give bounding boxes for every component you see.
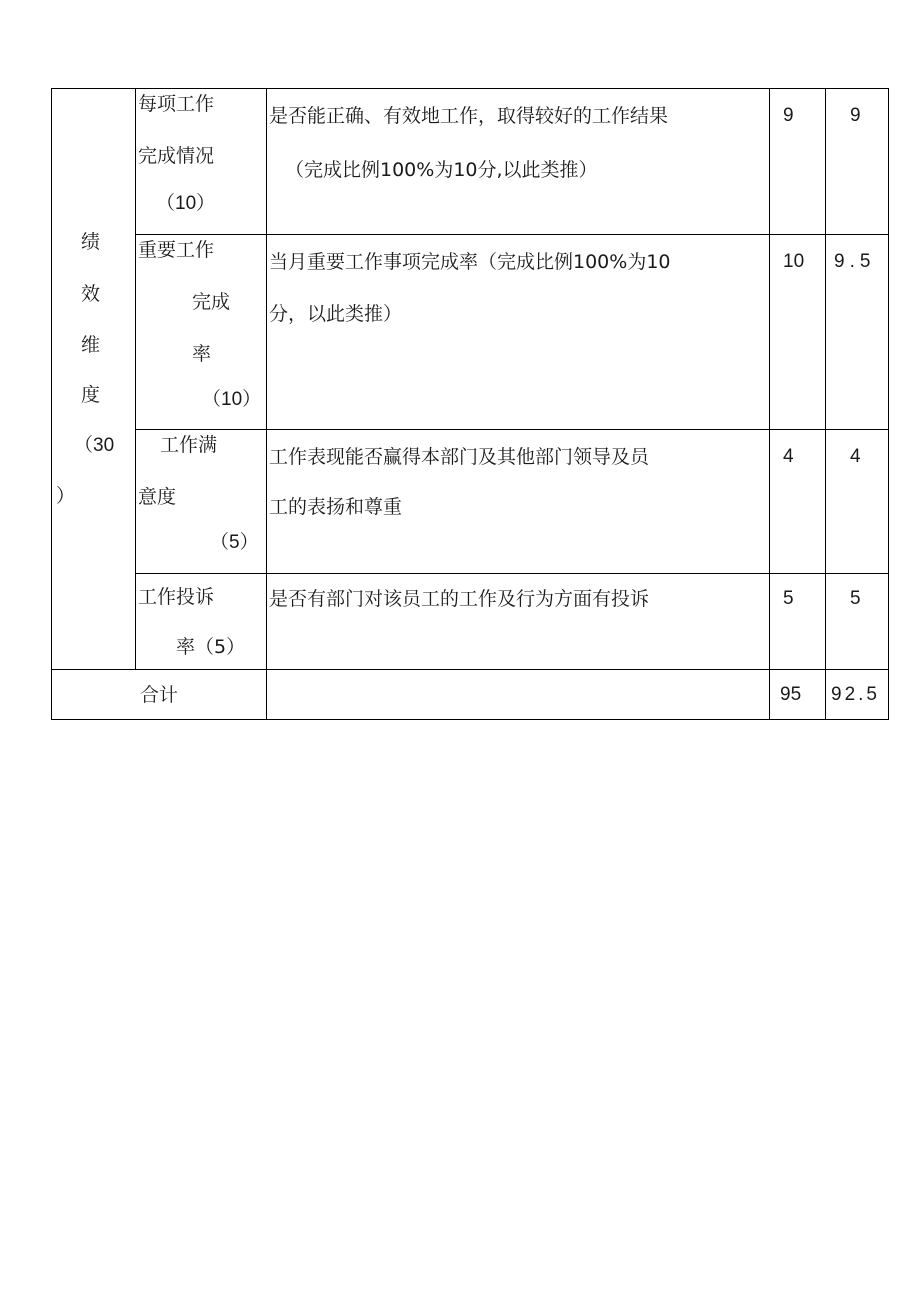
row-1-item-line-1: 每项工作: [138, 93, 215, 115]
row-2-item-cell: [136, 235, 267, 430]
row-2-score-cell: [826, 235, 888, 430]
row-2-score: 9.5: [834, 251, 876, 272]
row-1-item-line-2: 完成情况: [138, 145, 215, 167]
row-1-item-cell: [136, 89, 267, 235]
total-score: 92.5: [831, 684, 880, 705]
category-char-4: 度: [81, 384, 101, 406]
row-3-item-line-2: 意度: [138, 486, 177, 508]
category-char-1: 绩: [81, 231, 101, 253]
row-4-score: 5: [850, 588, 861, 609]
row-4-full-score: 5: [783, 588, 794, 609]
row-4-item-line-2: 率（5）: [176, 636, 246, 658]
row-3-criteria-line-1: 工作表现能否赢得本部门及其他部门领导及员: [269, 446, 650, 468]
row-1-score: 9: [850, 105, 861, 126]
row-2-criteria-line-1: 当月重要工作事项完成率（完成比例100%为10: [269, 251, 671, 273]
document-page: [51, 88, 889, 720]
row-1-full-score-cell: [770, 89, 826, 235]
row-4-criteria-line-1: 是否有部门对该员工的工作及行为方面有投诉: [269, 588, 650, 610]
total-full-score: 95: [780, 684, 802, 705]
total-criteria-cell: [267, 670, 770, 719]
row-3-item-line-1: 工作满: [160, 434, 218, 456]
total-full-score-cell: [770, 670, 826, 719]
row-2-criteria-cell: [267, 235, 770, 430]
category-char-3: 维: [81, 334, 101, 356]
performance-table: [51, 88, 889, 720]
category-char-2: 效: [81, 283, 101, 305]
row-3-criteria-cell: [267, 430, 770, 574]
total-score-cell: [826, 670, 888, 719]
row-2-item-line-1: 重要工作: [138, 239, 215, 261]
row-4-item-line-1: 工作投诉: [138, 586, 215, 608]
row-4-item-cell: [136, 574, 267, 670]
total-label: 合计: [140, 684, 179, 706]
row-3-score-cell: [826, 430, 888, 574]
row-3-item-cell: [136, 430, 267, 574]
row-2-item-line-3: 率: [192, 343, 212, 365]
category-weight-close: ）: [56, 486, 76, 507]
row-1-criteria-line-2: （完成比例100%为10分,以此类推）: [285, 159, 598, 181]
row-4-criteria-cell: [267, 574, 770, 670]
row-3-full-score-cell: [770, 430, 826, 574]
row-4-full-score-cell: [770, 574, 826, 670]
row-1-criteria-line-1: 是否能正确、有效地工作，取得较好的工作结果: [269, 105, 669, 127]
row-3-item-line-3: （5）: [210, 532, 259, 553]
row-4-score-cell: [826, 574, 888, 670]
row-3-full-score: 4: [783, 446, 794, 467]
row-2-full-score-cell: [770, 235, 826, 430]
total-label-cell: [52, 670, 267, 719]
row-3-criteria-line-2: 工的表扬和尊重: [269, 496, 403, 518]
row-3-score: 4: [850, 446, 861, 467]
category-weight-open: （30: [74, 435, 115, 456]
row-1-full-score: 9: [783, 105, 794, 126]
row-2-full-score: 10: [783, 251, 805, 272]
row-2-criteria-line-2: 分，以此类推）: [269, 303, 403, 325]
category-cell: [52, 89, 136, 670]
row-1-score-cell: [826, 89, 888, 235]
row-2-item-line-2: 完成: [192, 291, 231, 313]
row-1-criteria-cell: [267, 89, 770, 235]
row-1-item-line-3: （10）: [156, 193, 216, 214]
row-2-item-line-4: （10）: [202, 389, 262, 410]
